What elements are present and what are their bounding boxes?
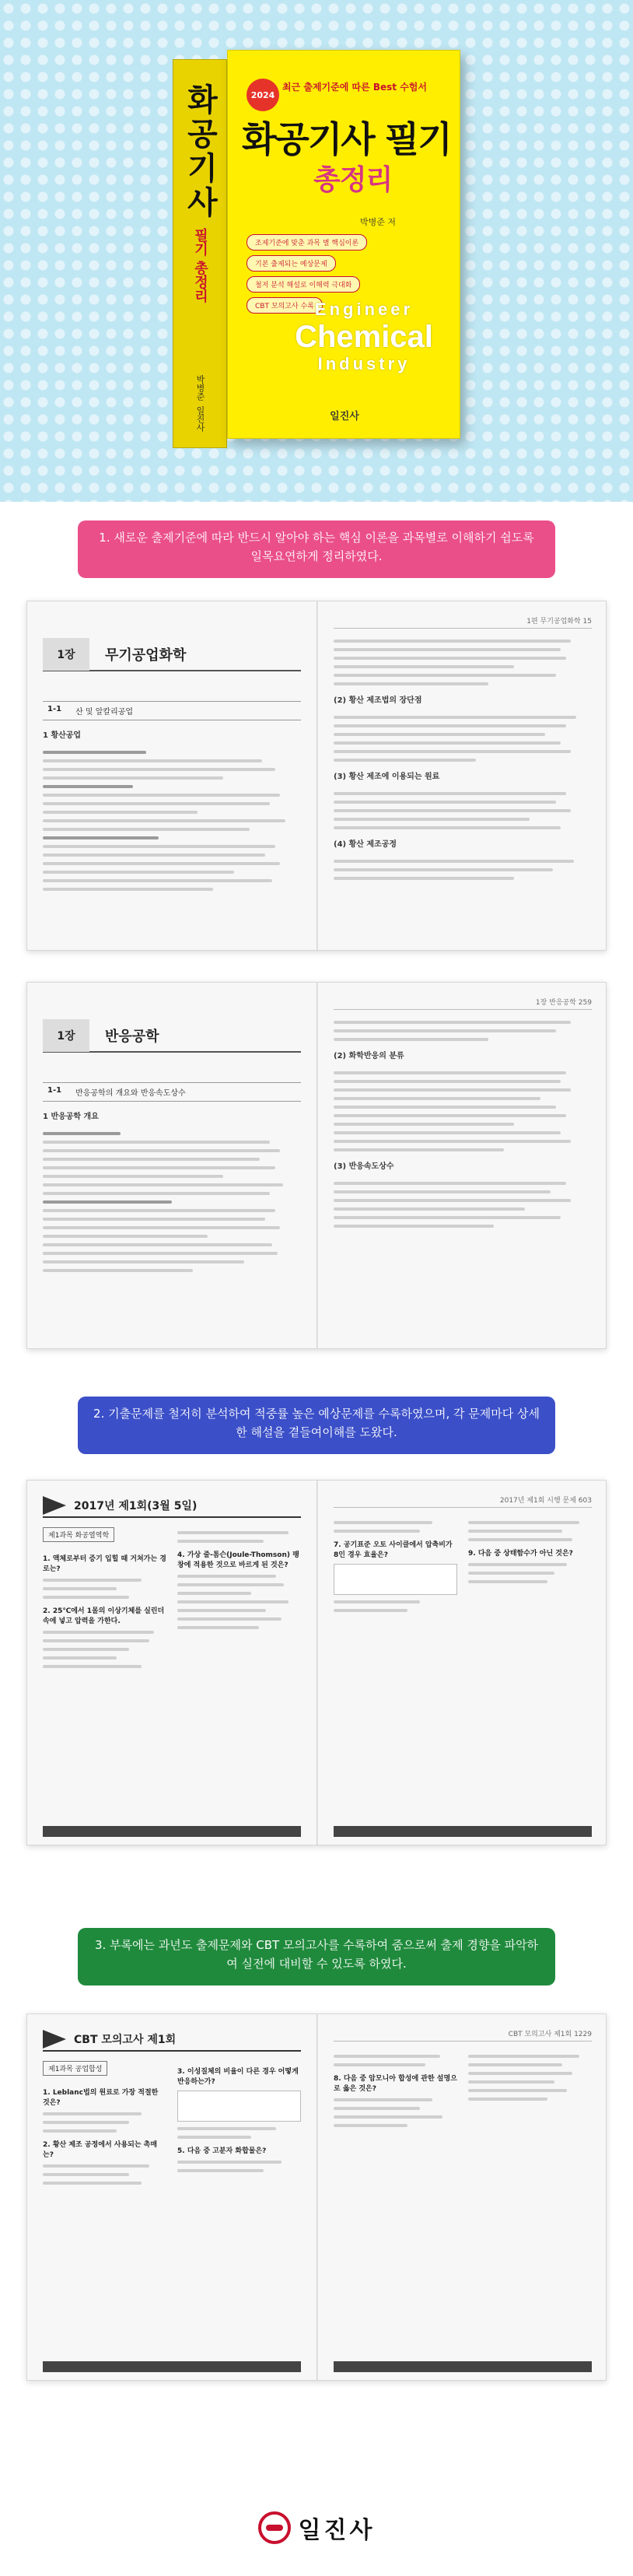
cover-title: 화공기사 필기 xyxy=(242,118,451,160)
feature-banner-3: 3. 부록에는 과년도 출제문제와 CBT 모의고사를 수록하여 줌으로써 출제 경향을 파악하여 실전에 대비할 수 있도록 하였다. xyxy=(78,1928,555,1985)
question: 8. 다음 중 암모니아 합성에 관한 설명으로 옳은 것은? xyxy=(334,2075,457,2093)
running-head: CBT 모의고사 제1회 1229 xyxy=(334,2028,592,2042)
text-lines xyxy=(43,1132,301,1272)
cover-bullet: CBT 모의고사 수록 xyxy=(247,297,323,314)
subject-label: 제1과목 화공열역학 xyxy=(43,1527,114,1542)
spread-left-page xyxy=(27,2014,316,2380)
text-lines xyxy=(334,1071,592,1151)
question: 1. Leblanc법의 원료로 가장 적절한 것은? xyxy=(43,2089,159,2107)
question-column xyxy=(177,2059,301,2190)
cover-bullet: 철저 분석 해설로 이해력 극대화 xyxy=(247,276,360,293)
spread-left-page xyxy=(27,983,316,1348)
section-name: 산 및 알칼리공업 xyxy=(75,708,134,717)
exam-logo-icon xyxy=(43,2030,66,2049)
answer-bar xyxy=(334,1826,592,1837)
text-lines xyxy=(334,640,592,685)
cover-tagline: 최근 출제기준에 따른 Best 수험서 xyxy=(282,82,427,93)
subsection-title: (3) 반응속도상수 xyxy=(334,1162,394,1171)
chapter-header xyxy=(43,1020,301,1053)
text-lines xyxy=(334,1182,592,1228)
cover-english-title xyxy=(275,300,453,374)
text-lines xyxy=(334,1021,592,1041)
spine-subtitle: 필기 총정리 xyxy=(192,228,208,303)
cover-eng-line2: Chemical xyxy=(295,320,433,354)
chapter-name: 무기공업화학 xyxy=(105,647,187,664)
spine-title: 화공기사 xyxy=(182,83,219,220)
question: 2. 황산 제조 공정에서 사용되는 촉매는? xyxy=(43,2141,158,2159)
exam-header xyxy=(43,2028,301,2052)
cover-publisher: 일진사 xyxy=(330,411,359,422)
publisher-footer xyxy=(0,2479,633,2576)
question-column xyxy=(468,1516,592,1617)
sample-spread-inorganic xyxy=(26,601,607,951)
cover-bullet: 조제기준에 맞춘 과목 별 핵심이론 xyxy=(247,234,367,251)
running-head: 2017년 제1회 시행 문제 603 xyxy=(334,1495,592,1508)
answer-bar xyxy=(43,2361,301,2372)
subsection-title: (3) 황산 제조에 이용되는 원료 xyxy=(334,773,440,781)
section-header xyxy=(43,701,301,720)
cover-eng-line3: Industry xyxy=(317,354,411,373)
spine-author: 박병준 xyxy=(195,375,205,401)
question-columns xyxy=(334,1516,592,1617)
question-columns xyxy=(43,2059,301,2190)
sample-spread-cbt xyxy=(26,2013,607,2381)
question: 7. 공기표준 오토 사이클에서 압축비가 8인 경우 효율은? xyxy=(334,1541,453,1559)
question: 4. 가상 줄-톰슨(Joule-Thomson) 팽창에 적용한 것으로 바르게 된 것은? xyxy=(177,1551,299,1569)
question: 9. 다음 중 상태함수가 아닌 것은? xyxy=(468,1550,573,1558)
exam-header xyxy=(43,1495,301,1518)
spread-right-page xyxy=(318,983,607,1348)
cover-eng-line1: Engineer xyxy=(314,300,414,319)
text-lines xyxy=(334,792,592,829)
exam-title: CBT 모의고사 제1회 xyxy=(74,2034,177,2046)
question-columns xyxy=(43,1526,301,1674)
chapter-header xyxy=(43,639,301,671)
sample-spread-reaction xyxy=(26,982,607,1349)
hero-section xyxy=(0,0,633,502)
subsection-title: 1 반응공학 개요 xyxy=(43,1113,99,1121)
chapter-number: 1장 xyxy=(43,1019,89,1052)
figure-placeholder xyxy=(334,1564,457,1595)
book-cover xyxy=(227,50,460,439)
book-image xyxy=(173,50,460,448)
figure-placeholder xyxy=(177,2091,301,2122)
chapter-name: 반응공학 xyxy=(105,1029,159,1045)
question-column xyxy=(177,1526,301,1674)
answer-bar xyxy=(334,2361,592,2372)
exam-logo-icon xyxy=(43,1496,66,1515)
spread-right-page xyxy=(318,2014,607,2380)
exam-title: 2017년 제1회(3월 5일) xyxy=(74,1500,198,1512)
feature-banner-2: 2. 기출문제를 철저히 분석하여 적중률 높은 예상문제를 수록하였으며, 각 문제마다 상세한 해설을 곁들여이해를 도왔다. xyxy=(78,1397,555,1454)
text-lines xyxy=(43,751,301,891)
subsection-title: 1 황산공업 xyxy=(43,731,82,740)
publisher-logo-icon xyxy=(258,2511,291,2544)
section-name: 반응공학의 개요와 반응속도상수 xyxy=(75,1089,186,1098)
section-header xyxy=(43,1082,301,1102)
publisher-name: 일진사 xyxy=(298,2516,376,2544)
spine-publisher: 일진사 xyxy=(195,406,205,432)
cover-author: 박병준 저 xyxy=(360,217,397,227)
section-number: 1-1 xyxy=(47,705,62,713)
subject-label: 제1과목 공업합성 xyxy=(43,2061,107,2076)
spread-right-page xyxy=(318,1481,607,1845)
year-badge: 2024 xyxy=(247,79,279,111)
feature-banner-1: 1. 새로운 출제기준에 따라 반드시 알아야 하는 핵심 이론을 과목별로 이해하기 쉽도록 일목요연하게 정리하였다. xyxy=(78,520,555,578)
subsection-title: (2) 화학반응의 분류 xyxy=(334,1052,404,1060)
spread-right-page xyxy=(318,601,607,950)
question-column xyxy=(43,2059,166,2190)
text-lines xyxy=(334,860,592,880)
question-column xyxy=(334,1516,457,1617)
sample-spread-past-exam xyxy=(26,1480,607,1845)
question: 5. 다음 중 고분자 화합물은? xyxy=(177,2147,267,2155)
spread-left-page xyxy=(27,1481,316,1845)
section-number: 1-1 xyxy=(47,1086,62,1095)
question: 1. 액체로부터 증기 입힐 때 거쳐가는 경로는? xyxy=(43,1555,166,1573)
question: 3. 이성질체의 비율이 다른 경우 어떻게 반응하는가? xyxy=(177,2068,299,2086)
book-spine xyxy=(173,59,227,448)
chapter-number: 1장 xyxy=(43,638,89,671)
spread-left-page xyxy=(27,601,316,950)
subsection-title: (2) 황산 제조법의 장단점 xyxy=(334,696,422,705)
question-columns xyxy=(334,2049,592,2133)
cover-bullet: 기본 출제되는 예상문제 xyxy=(247,255,336,272)
cover-subtitle: 총정리 xyxy=(313,164,393,196)
question-column xyxy=(334,2049,457,2133)
question-column xyxy=(43,1526,166,1674)
text-lines xyxy=(334,716,592,762)
running-head: 1편 무기공업화학 15 xyxy=(334,615,592,629)
question-column xyxy=(468,2049,592,2133)
running-head: 1장 반응공학 259 xyxy=(334,997,592,1010)
question: 2. 25℃에서 1몰의 이상기체를 실린더 속에 넣고 압력을 가한다. xyxy=(43,1607,165,1625)
answer-bar xyxy=(43,1826,301,1837)
subsection-title: (4) 황산 제조공정 xyxy=(334,840,397,849)
